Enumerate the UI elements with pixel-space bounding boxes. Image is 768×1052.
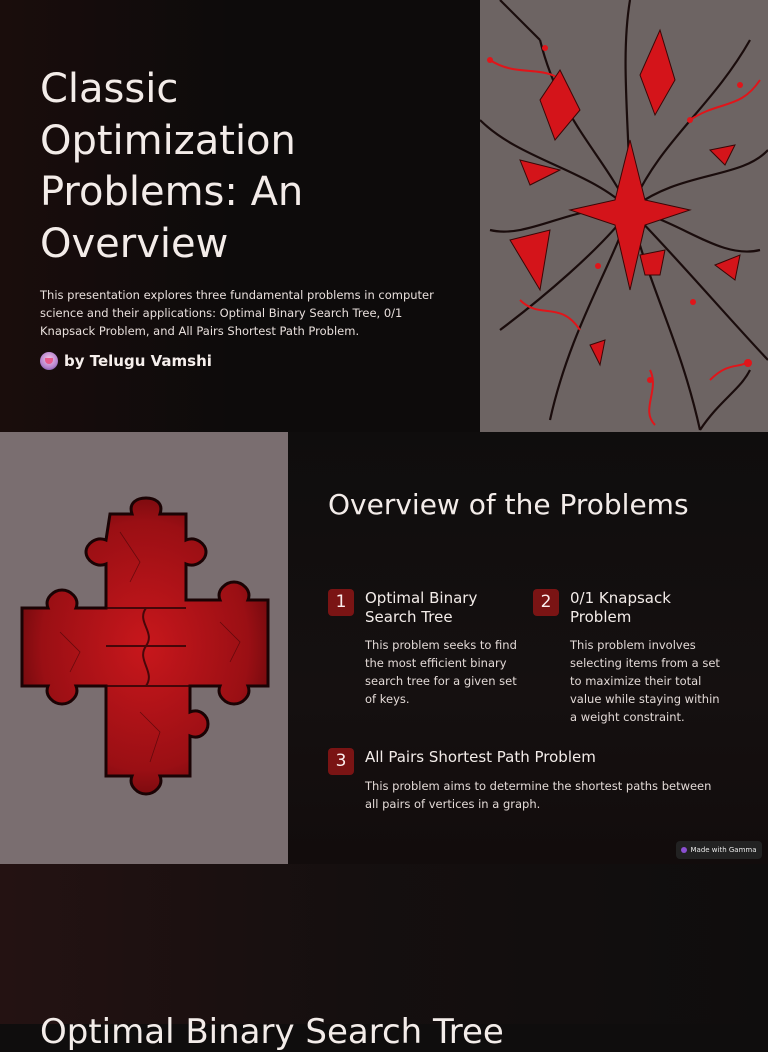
author-avatar <box>40 352 58 370</box>
overview-slide <box>288 432 768 864</box>
problem-number-badge: 2 <box>533 589 559 616</box>
made-with-gamma-badge[interactable] <box>676 841 762 859</box>
presentation-title: Classic Optimization Problems: An Overview <box>40 66 304 267</box>
author-byline <box>40 352 212 370</box>
crystal-network-icon <box>480 0 768 432</box>
problem-item <box>328 748 728 818</box>
problem-title: All Pairs Shortest Path Problem <box>365 748 596 766</box>
obst-slide-title: Optimal Binary Search Tree <box>40 1012 504 1052</box>
problem-item <box>328 589 517 719</box>
problem-number-badge: 1 <box>328 589 354 616</box>
problem-title: Optimal Binary Search Tree <box>365 589 478 626</box>
problem-title: 0/1 Knapsack Problem <box>570 589 671 626</box>
problem-item <box>533 589 733 729</box>
problem-description: This problem seeks to find the most efficient binary search tree for a given set of keys. <box>365 638 517 706</box>
problem-description: This problem involves selecting items from a set to maximize their total value while staying within a weight constraint. <box>570 638 720 724</box>
gamma-badge-label: Made with Gamma <box>690 846 757 854</box>
author-name: by Telugu Vamshi <box>64 352 212 370</box>
gamma-logo-icon <box>681 847 687 853</box>
problem-description: This problem aims to determine the shortest paths between all pairs of vertices in a graph. <box>365 779 712 811</box>
problem-number-badge: 3 <box>328 748 354 775</box>
puzzle-cross-image <box>0 432 288 864</box>
crystal-network-image <box>480 0 768 432</box>
presentation-description: This presentation explores three fundamental problems in computer science and their applications: Optimal Binary Search Tree, 0/1 Knapsack Problem, and All Pairs Shortest Path Problem. <box>40 288 434 338</box>
overview-title: Overview of the Problems <box>328 488 689 521</box>
puzzle-cross-icon <box>0 432 288 864</box>
obst-slide <box>0 864 768 1052</box>
